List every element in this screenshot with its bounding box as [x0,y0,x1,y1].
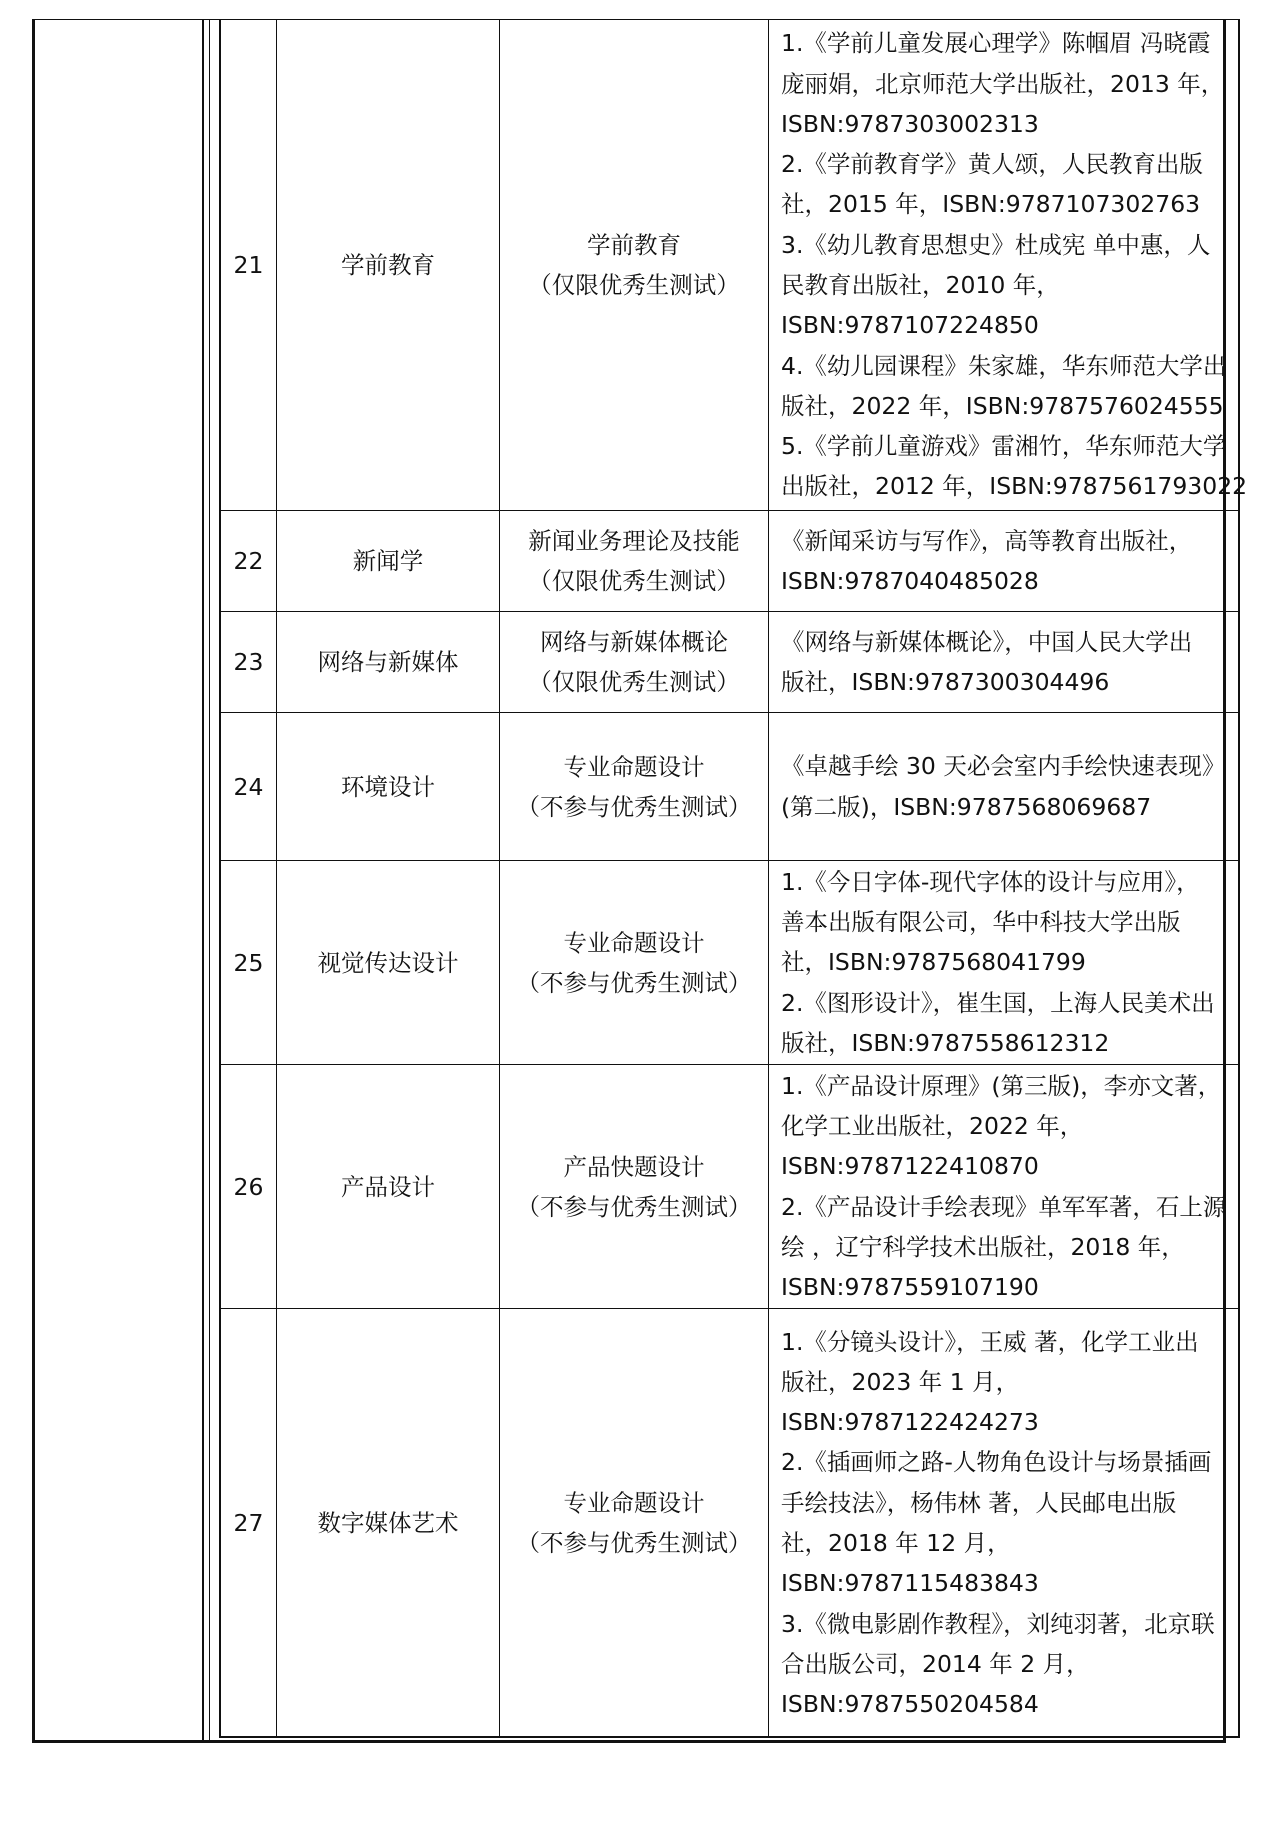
reference-line: 版社，2022 年，ISBN:9787576024555 [781,391,1224,420]
exam-subject [500,612,769,712]
row-number: 24 [221,713,277,860]
subject-name: 产品快题设计 [563,1152,705,1181]
major-name: 网络与新媒体 [277,612,500,712]
reference-line: ISBN:9787122410870 [781,1152,1039,1181]
reference-line: 版社，2023 年 1 月， [781,1367,1020,1396]
reference-books [769,861,1238,1064]
row-number: 25 [221,861,277,1064]
exam-subject [500,713,769,860]
table-row [221,1065,1238,1309]
course-reference-table [219,19,1248,1738]
reference-books [769,511,1238,611]
reference-line: (第二版)，ISBN:9787568069687 [781,792,1152,821]
outer-column-divider [202,19,204,1741]
subject-name: 专业命题设计 [563,928,705,957]
reference-line: 善本出版有限公司，华中科技大学出版 [781,908,1181,937]
subject-note: （不参与优秀生测试） [516,1529,752,1557]
exam-subject [500,1065,769,1308]
reference-line: 社，2018 年 12 月， [781,1529,1011,1557]
subject-name: 学前教育 [587,231,681,259]
subject-name: 网络与新媒体概论 [540,628,728,656]
reference-line: 2.《学前教育学》黄人颂，人民教育出版 [781,150,1203,179]
reference-books [769,612,1238,712]
reference-line: ISBN:9787559107190 [781,1273,1039,1302]
reference-line: 版社，ISBN:9787558612312 [781,1028,1110,1057]
outer-column-divider-2 [209,19,210,1741]
table-row [221,861,1238,1065]
row-number: 26 [221,1065,277,1308]
reference-line: 版社，ISBN:9787300304496 [781,668,1110,696]
reference-line: ISBN:9787303002313 [781,109,1039,138]
subject-note: （不参与优秀生测试） [516,1192,752,1221]
subject-note: （不参与优秀生测试） [516,792,752,821]
subject-note: （仅限优秀生测试） [528,567,740,595]
reference-line: 《网络与新媒体概论》，中国人民大学出 [781,627,1193,656]
major-name: 产品设计 [277,1065,500,1308]
reference-line: ISBN:9787107224850 [781,311,1039,340]
major-name: 新闻学 [277,511,500,611]
exam-subject [500,1309,769,1737]
exam-subject [500,511,769,611]
subject-note: （仅限优秀生测试） [528,271,740,299]
reference-books [769,713,1238,860]
reference-line: 合出版公司，2014 年 2 月， [781,1649,1090,1678]
reference-line: 3.《幼儿教育思想史》杜成宪 单中惠，人 [781,230,1211,259]
row-number: 22 [221,511,277,611]
table-row [221,713,1238,861]
row-number: 23 [221,612,277,712]
reference-line: 绘 ，辽宁科学技术出版社，2018 年， [781,1232,1185,1261]
reference-line: ISBN:9787115483843 [781,1569,1039,1598]
subject-note: （不参与优秀生测试） [516,968,752,997]
reference-line: 4.《幼儿园课程》朱家雄，华东师范大学出 [781,351,1227,380]
reference-line: ISBN:9787040485028 [781,567,1039,595]
major-name: 环境设计 [277,713,500,860]
major-name: 数字媒体艺术 [277,1309,500,1737]
reference-line: ISBN:9787550204584 [781,1690,1039,1719]
reference-books [769,1309,1238,1737]
subject-note: （仅限优秀生测试） [528,668,740,696]
reference-line: 手绘技法》，杨伟林 著，人民邮电出版 [781,1488,1177,1517]
reference-line: 3.《微电影剧作教程》，刘纯羽著，北京联 [781,1609,1215,1638]
major-name: 视觉传达设计 [277,861,500,1064]
reference-line: 1.《分镜头设计》，王威 著，化学工业出 [781,1327,1199,1356]
row-number: 27 [221,1309,277,1737]
reference-line: 庞丽娟，北京师范大学出版社，2013 年， [781,69,1225,98]
reference-line: 社，2015 年，ISBN:9787107302763 [781,190,1201,219]
subject-name: 专业命题设计 [563,1489,705,1517]
reference-line: 5.《学前儿童游戏》雷湘竹，华东师范大学 [781,432,1227,461]
table-row [221,20,1248,511]
reference-line: 《新闻采访与写作》，高等教育出版社， [781,526,1193,555]
exam-subject [500,861,769,1064]
reference-line: 1.《产品设计原理》(第三版)，李亦文著， [781,1071,1222,1100]
reference-line: 1.《学前儿童发展心理学》陈帼眉 冯晓霞 [781,29,1211,58]
subject-name: 专业命题设计 [563,752,705,781]
reference-line: 2.《插画师之路-人物角色设计与场景插画 [781,1448,1212,1477]
table-row [221,612,1238,713]
reference-line: 民教育出版社，2010 年， [781,271,1060,299]
reference-line: ISBN:9787122424273 [781,1408,1039,1437]
reference-line: 社，ISBN:9787568041799 [781,948,1086,977]
major-name: 学前教育 [277,20,500,510]
reference-line: 2.《产品设计手绘表现》单军军著，石上源 [781,1192,1227,1221]
reference-line: 出版社，2012 年，ISBN:9787561793022 [781,472,1248,501]
reference-books [769,1065,1238,1308]
reference-line: 化学工业出版社，2022 年， [781,1111,1084,1140]
reference-line: 《卓越手绘 30 天必会室内手绘快速表现》 [781,752,1226,781]
subject-name: 新闻业务理论及技能 [528,527,740,555]
reference-line: 1.《今日字体-现代字体的设计与应用》， [781,867,1200,896]
table-row [221,511,1238,612]
exam-subject [500,20,769,510]
reference-books [769,20,1248,510]
row-number: 21 [221,20,277,510]
table-row [221,1309,1238,1737]
reference-line: 2.《图形设计》，崔生国，上海人民美术出 [781,988,1215,1017]
